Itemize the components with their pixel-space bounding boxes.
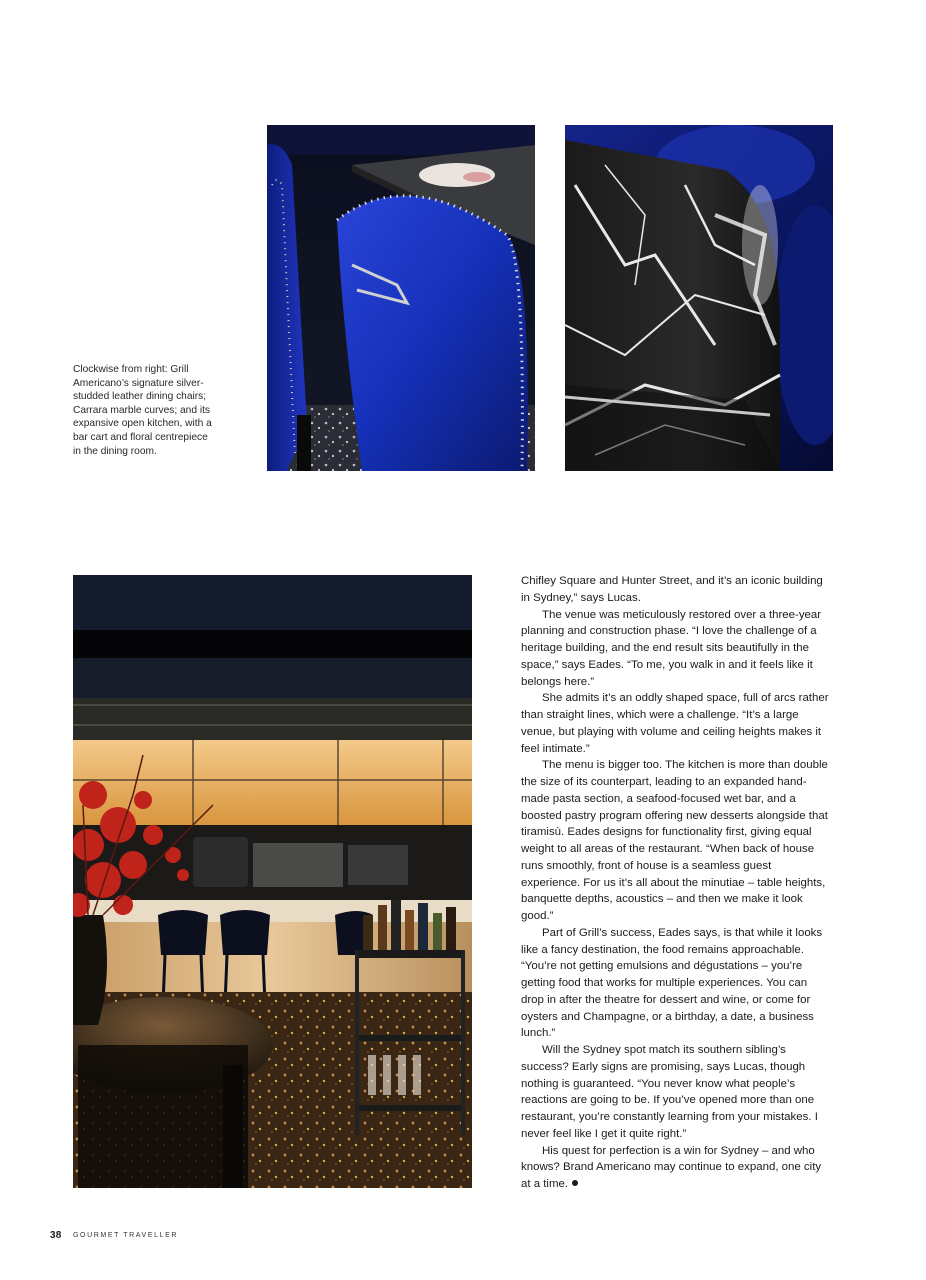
article-paragraph-7 [521, 1143, 833, 1193]
blue-leather-chair-photo [267, 125, 535, 471]
article-paragraph-3: She admits it’s an oddly shaped space, full of arcs rather than straight lines, which were a challenge. “It’s a large venue, but playing with volume and ceiling heights makes it feel intimate.” [521, 692, 829, 755]
article-paragraph-6: Will the Sydney spot match its southern sibling’s success? Early signs are promising, says Lucas, though nothing is guaranteed. “You never know what people’s reactions are going to be. If you’ve opened more than one restaurant, you’re constantly learning from your mistakes. I never feel like I get it quite right.” [521, 1044, 818, 1140]
article-paragraph-4: The menu is bigger too. The kitchen is more than double the size of its counterpart, leading to an expanded hand-made pasta section, a seafood-focused wet bar, and a boosted pastry program offering new desserts alongside that tiramisù. Eades designs for functionality first, giving equal weight to all areas of the restaurant. “When back of house runs smoothly, front of house is a seamless guest experience. For us it’s all about the minutiae – table heights, banquette depths, acoustics – and then we make it look good.” [521, 759, 828, 922]
end-mark-icon [572, 1180, 578, 1186]
page-number: 38 [50, 1230, 62, 1241]
magazine-name: GOURMET TRAVELLER [73, 1232, 178, 1239]
article-paragraph-7-text: His quest for perfection is a win for Sydney – and who knows? Brand Americano may continue to expand, one city at a time. [521, 1144, 822, 1190]
article-paragraph-1: Chifley Square and Hunter Street, and it’s an iconic building in Sydney,” says Lucas. [521, 575, 823, 604]
photo-caption: Clockwise from right: Grill Americano’s signature silver-studded leather dining chairs; Carrara marble curves; and its expansive open kitchen, with a bar cart and floral centrepiece in the dining room. [73, 364, 212, 457]
article-paragraph-5: Part of Grill’s success, Eades says, is that while it looks like a fancy destination, the food remains approachable. “You’re not getting emulsions and dégustations – you’re getting food that works for multiple experiences. You can drop in after the theatre for dessert and wine, or come for oysters and Champagne, or a birthday, a date, a business lunch.” [521, 926, 823, 1040]
marble-curve-photo [565, 125, 833, 471]
open-kitchen-photo [73, 575, 472, 1188]
article-paragraph-2: The venue was meticulously restored over a three-year planning and construction phase. “I love the challenge of a heritage building, and the end result sits beautifully in the space,” says Eades. “To me, you walk in and it feels like it belongs here.” [521, 608, 822, 688]
article-body [521, 573, 833, 1193]
